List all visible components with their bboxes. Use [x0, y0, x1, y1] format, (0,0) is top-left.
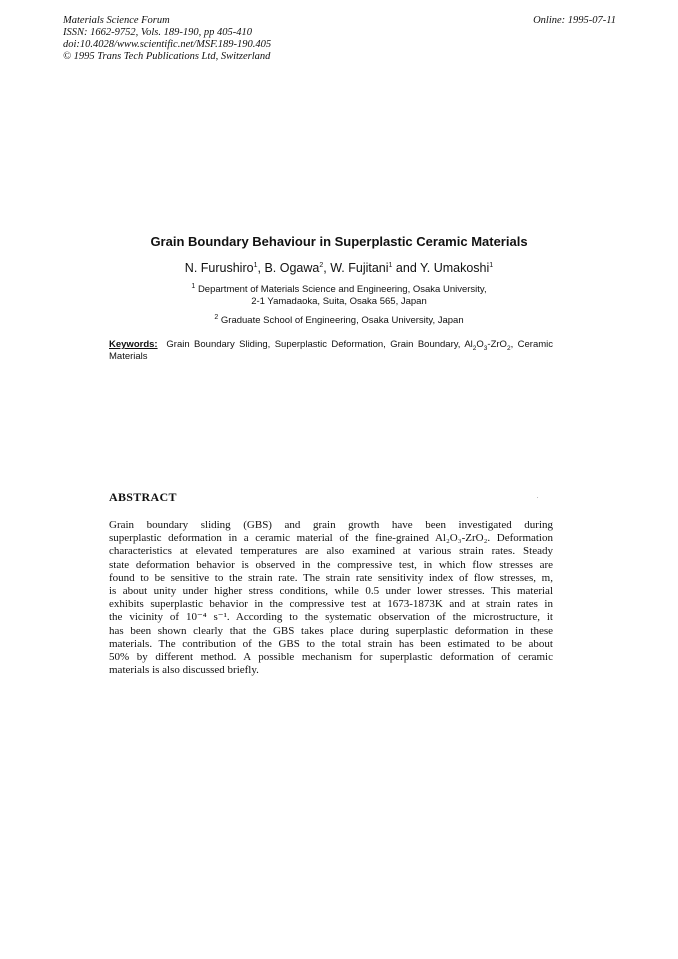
online-date: Online: 1995-07-11 [533, 15, 616, 26]
abstract-line: is about unity under higher stress conditions, while 0.5 under lower stresses. This material [109, 585, 553, 598]
abstract-line: found to be sensitive to the strain rate. The strain rate sensitivity index of flow stresses, m, [109, 571, 553, 584]
affiliation-1: $^1$ Department of Materials Science and Engineering, Osaka University, 2-1 Yamadaoka, Suita, Osaka 565, Japan [191, 282, 487, 307]
abstract-line: Grain boundary sliding (GBS) and grain growth have been investigated during [109, 519, 553, 531]
scan-speck [537, 497, 538, 498]
author: N. Furushiro$^1$, [184, 261, 265, 275]
abstract-line: materials. The contribution of the GBS to the total strain has been estimated to be about [109, 637, 553, 650]
keywords-label: Keywords: [109, 339, 158, 350]
abstract-line: state deformation behavior is observed in the compressive test, in which flow stresses are [109, 558, 553, 571]
abstract-line: characteristics at elevated temperatures are also examined at various strain rates. Steady [109, 545, 553, 558]
journal-name: Materials Science Forum [63, 15, 170, 26]
keywords-text: Grain Boundary Sliding, Superplastic Deformation, Grain Boundary, $Al_2O_3-ZrO_2$, Ceramic Materials [109, 339, 553, 362]
author-list [0, 261, 678, 275]
abstract-heading: ABSTRACT [109, 490, 177, 504]
abstract-body [109, 519, 553, 677]
author: Y. Umakoshi$^1$ [420, 261, 494, 275]
citation-header [63, 15, 271, 63]
doi-line[interactable]: doi:10.4028/www.scientific.net/MSF.189-190.405 [63, 39, 272, 50]
author: B. Ogawa$^2$, [264, 261, 331, 275]
keywords [109, 339, 553, 362]
abstract-line: materials is also discussed briefly. [109, 664, 259, 677]
issn-line: ISSN: 1662-9752, Vols. 189-190, pp 405-410 [63, 27, 252, 38]
copyright-line: © 1995 Trans Tech Publications Ltd, Switzerland [63, 51, 271, 62]
abstract-line: superplastic deformation in a ceramic material of the fine-grained Al₂O₃-ZrO₂. Deformation [109, 532, 553, 545]
abstract-line: has been shown clearly that the GBS takes place during superplastic deformation in these [109, 624, 553, 637]
abstract-line: 50% by different method. A possible mechanism for superplastic deformation of ceramic [109, 651, 553, 664]
abstract-line: the vicinity of 10⁻⁴ s⁻¹. According to the systematic observation of the microstructure, it [109, 611, 553, 624]
paper-title: Grain Boundary Behaviour in Superplastic Ceramic Materials [150, 234, 528, 249]
affiliation-2: $^2$ Graduate School of Engineering, Osaka University, Japan [214, 313, 464, 326]
abstract-line: exhibits superplastic behavior in the compressive test at 1673-1873K and at strain rates in [109, 598, 553, 611]
author: W. Fujitani$^1$ and [330, 261, 421, 275]
